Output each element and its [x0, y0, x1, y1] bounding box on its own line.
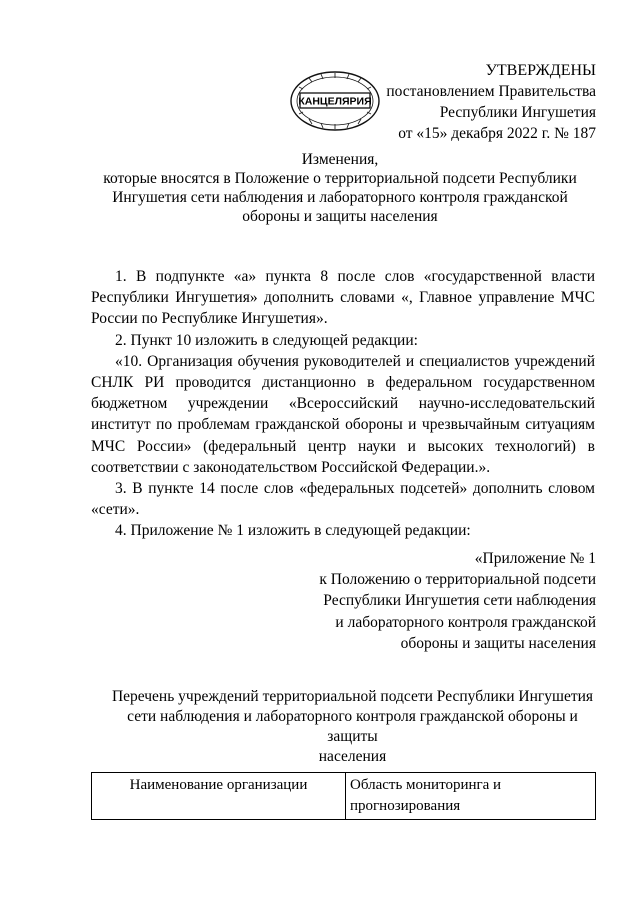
- document-body: [91, 266, 595, 542]
- title-line: Изменения,: [301, 151, 379, 168]
- approval-block: [386, 60, 596, 144]
- appendix-header: [319, 548, 596, 654]
- table-header-cell: Наименование организации: [92, 773, 346, 820]
- paragraph-quote-10: «10. Организация обучения руководителей и специалистов учреждений СНЛК РИ проводится дистанционно в федеральном государственном бюджетном учреждении «Всероссийский научно-исследовательский институт по проблемам гражданской обороны и чрезвычайным ситуациям МЧС России» (федеральный центр науки и высоких технологий) в соответствии с законодательством Российской Федерации.».: [91, 352, 595, 476]
- title-line: Ингушетия сети наблюдения и лабораторного контроля гражданской: [112, 189, 568, 206]
- appendix-line: к Положению о территориальной подсети: [319, 571, 596, 589]
- approval-date-line: от «15» декабря 2022 г. № 187: [398, 125, 596, 142]
- appendix-line: «Приложение № 1: [474, 550, 596, 567]
- appendix-line: обороны и защиты населения: [400, 634, 596, 652]
- approval-heading: УТВЕРЖДЕНЫ: [485, 62, 596, 79]
- title-line: обороны и защиты населения: [242, 208, 438, 225]
- office-stamp: [289, 70, 381, 132]
- paragraph-item-1: 1. В подпункте «а» пункта 8 после слов «государственной власти Республики Ингушетия» дополнить словами «, Главное управление МЧС России по Республике Ингушетия».: [91, 268, 595, 328]
- institutions-table: [91, 772, 596, 820]
- list-title-line: защиты: [327, 728, 378, 745]
- paragraph-item-3: 3. В пункте 14 после слов «федеральных подсетей» дополнить словом «сети».: [91, 480, 595, 519]
- paragraph-item-2: 2. Пункт 10 изложить в следующей редакции:: [115, 331, 418, 349]
- approval-line: постановлением Правительства: [386, 83, 596, 100]
- table-header-cell: Область мониторинга и прогнозирования: [346, 773, 596, 820]
- table-header-row: [92, 773, 596, 820]
- approval-line: Республики Ингушетия: [439, 104, 596, 121]
- list-title-line: Перечень учреждений территориальной подсети Республики Ингушетия: [111, 688, 594, 705]
- list-title-line: населения: [318, 748, 387, 765]
- title-line: которые вносятся в Положение о территориальной подсети Республики: [103, 170, 577, 187]
- appendix-line: и лабораторного контроля гражданской: [335, 613, 596, 631]
- list-title-line: сети наблюдения и лабораторного контроля гражданской обороны и: [127, 708, 578, 725]
- list-title: [100, 687, 605, 767]
- stamp-text: КАНЦЕЛЯРИЯ: [298, 95, 372, 108]
- document-title: [80, 150, 600, 226]
- appendix-line: Республики Ингушетия сети наблюдения: [323, 592, 596, 610]
- paragraph-item-4: 4. Приложение № 1 изложить в следующей редакции:: [115, 522, 471, 540]
